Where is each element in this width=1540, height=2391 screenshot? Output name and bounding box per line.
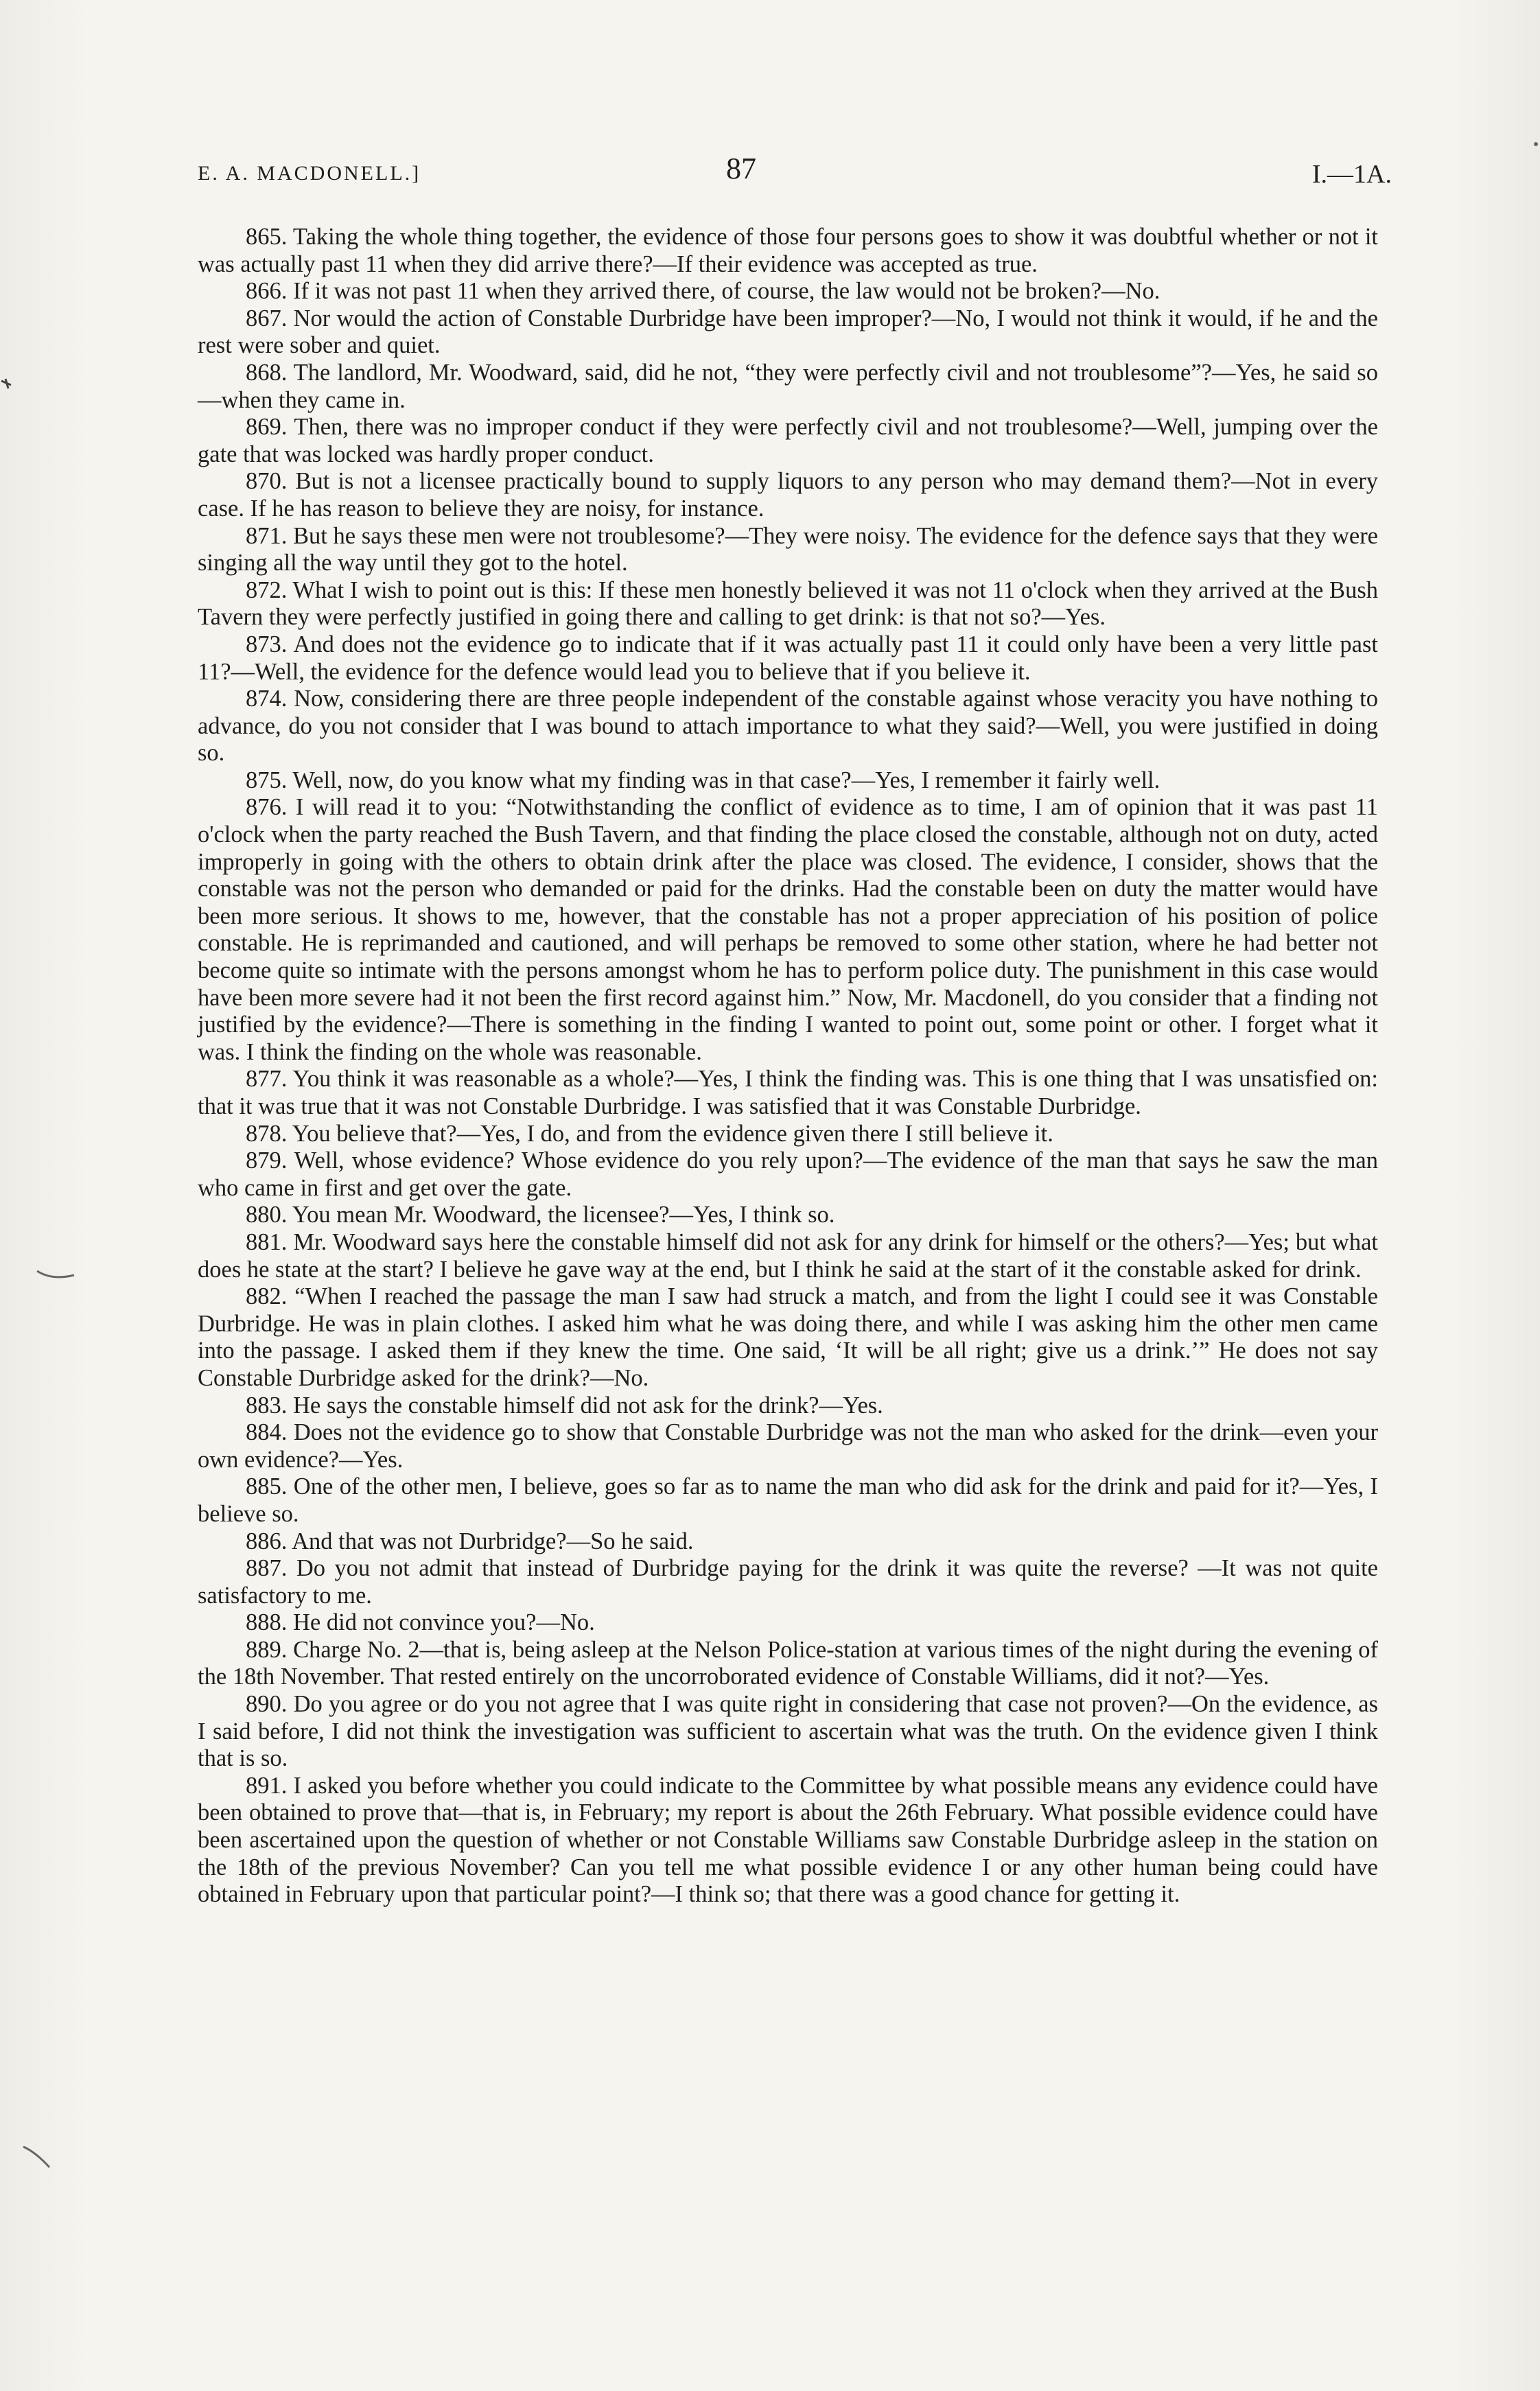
paragraph-871: 871. But he says these men were not troublesome?—They were noisy. The evidence for the defence says that they were singing all the way until they got to the hotel.	[198, 522, 1378, 576]
paragraph-891: 891. I asked you before whether you could indicate to the Committee by what possible means any evidence could have been obtained to prove that—that is, in February; my report is about the 26th February. What possible evidence could have been ascertained upon the question of whether or not Constable Williams saw Constable Durbridge asleep in the station on the 18th of the previous November? Can you tell me what possible evidence I or any other human being could have obtained in February upon that particular point?—I think so; that there was a good chance for getting it.	[198, 1772, 1378, 1908]
paragraph-868: 868. The landlord, Mr. Woodward, said, did he not, “they were perfectly civil and not troublesome”?—Yes, he said so—when they came in.	[198, 359, 1378, 413]
paragraph-873: 873. And does not the evidence go to indicate that if it was actually past 11 it could only have been a very little past 11?—Well, the evidence for the defence would lead you to believe that if you believe it.	[198, 631, 1378, 685]
paragraph-865: 865. Taking the whole thing together, the evidence of those four persons goes to show it was doubtful whether or not it was actually past 11 when they did arrive there?—If their evidence was accepted as true.	[198, 224, 1378, 277]
header-section: I.—1A.	[1311, 160, 1392, 189]
paragraph-878: 878. You believe that?—Yes, I do, and from the evidence given there I still believe it.	[246, 1120, 1053, 1147]
paragraph-888: 888. He did not convince you?—No.	[246, 1609, 595, 1636]
margin-curve-mark-lower	[23, 2147, 49, 2167]
paragraph-882: 882. “When I reached the passage the man I saw had struck a match, and from the light I could see it was Constable Durbridge. He was in plain clothes. I asked him what he was doing there, and while I was asking him the other men came into the passage. I asked them if they knew the time. One said, ‘It will be all right; give us a drink.’” He does not say Constable Durbridge asked for the drink?—No.	[198, 1283, 1378, 1391]
paragraph-886: 886. And that was not Durbridge?—So he said.	[246, 1528, 694, 1554]
paragraph-870: 870. But is not a licensee practically bound to supply liquors to any person who may demand them?—Not in every case. If he has reason to believe they are noisy, for instance.	[198, 468, 1378, 522]
paragraph-876: 876. I will read it to you: “Notwithstanding the conflict of evidence as to time, I am of opinion that it was past 11 o'clock when the party reached the Bush Tavern, and that finding the place closed the constable, although not on duty, acted improperly in going with the others to obtain drink after the place was closed. The evidence, I consider, shows that the constable was not the person who demanded or paid for the drinks. Had the constable been on duty the matter would have been more serious. It shows to me, however, that the constable has not a proper appreciation of his position of police constable. He is reprimanded and cautioned, and will perhaps be removed to some other station, where he had better not become quite so intimate with the persons amongst whom he has to perform police duty. The punishment in this case would have been more severe had it not been the first record against him.” Now, Mr. Macdonell, do you consider that a finding not justified by the evidence?—There is something in the finding I wanted to point out, some point or other. I forget what it was. I think the finding on the whole was reasonable.	[198, 794, 1378, 1065]
paragraph-867: 867. Nor would the action of Constable Durbridge have been improper?—No, I would not think it would, if he and the rest were sober and quiet.	[198, 305, 1378, 359]
scan-dot	[1534, 142, 1538, 146]
paragraph-885: 885. One of the other men, I believe, goes so far as to name the man who did ask for the drink and paid for it?—Yes, I believe so.	[198, 1473, 1378, 1527]
header-author: E. A. MACDONELL.]	[198, 162, 421, 185]
paragraph-872: 872. What I wish to point out is this: If these men honestly believed it was not 11 o'clock when they arrived at the Bush Tavern they were perfectly justified in going there and calling to get drink: is that not so?—Yes.	[198, 576, 1378, 631]
page-number: 87	[726, 152, 756, 185]
margin-curve-mark	[37, 1271, 74, 1277]
paragraph-874: 874. Now, considering there are three people independent of the constable against whose veracity you have nothing to advance, do you not consider that I was bound to attach importance to what they said?—Well, you were justified in doing so.	[198, 686, 1378, 767]
paragraph-890: 890. Do you agree or do you not agree that I was quite right in considering that case not proven?—On the evidence, as I said before, I did not think the investigation was sufficient to ascertain what was the truth. On the evidence given I think that is so.	[198, 1691, 1378, 1772]
paragraph-866: 866. If it was not past 11 when they arrived there, of course, the law would not be broken?—No.	[246, 278, 1160, 305]
paragraph-879: 879. Well, whose evidence? Whose evidence do you rely upon?—The evidence of the man that says he saw the man who came in first and get over the gate.	[198, 1147, 1378, 1201]
margin-tick-mark	[1, 379, 11, 388]
paragraph-875: 875. Well, now, do you know what my finding was in that case?—Yes, I remember it fairly well.	[246, 767, 1160, 793]
paragraph-881: 881. Mr. Woodward says here the constable himself did not ask for any drink for himself or the others?—Yes; but what does he state at the start? I believe he gave way at the end, but I think he said at the start of it the constable asked for drink.	[198, 1228, 1378, 1283]
paragraph-883: 883. He says the constable himself did not ask for the drink?—Yes.	[246, 1392, 883, 1419]
paragraph-869: 869. Then, there was no improper conduct if they were perfectly civil and not troublesome?—Well, jumping over the gate that was locked was hardly proper conduct.	[198, 414, 1378, 467]
paragraph-880: 880. You mean Mr. Woodward, the licensee?—Yes, I think so.	[246, 1202, 835, 1228]
paragraph-877: 877. You think it was reasonable as a whole?—Yes, I think the finding was. This is one thing that I was unsatisfied on: that it was true that it was not Constable Durbridge. I was satisfied that it was Constable Durbridge.	[198, 1066, 1378, 1119]
paragraph-887: 887. Do you not admit that instead of Durbridge paying for the drink it was quite the reverse? —It was not quite satisfactory to me.	[198, 1555, 1378, 1609]
paragraph-889: 889. Charge No. 2—that is, being asleep at the Nelson Police-station at various times of the night during the evening of the 18th November. That rested entirely on the uncorroborated evidence of Constable Williams, did it not?—Yes.	[198, 1636, 1378, 1690]
paragraph-884: 884. Does not the evidence go to show that Constable Durbridge was not the man who asked for the drink—even your own evidence?—Yes.	[198, 1419, 1378, 1473]
